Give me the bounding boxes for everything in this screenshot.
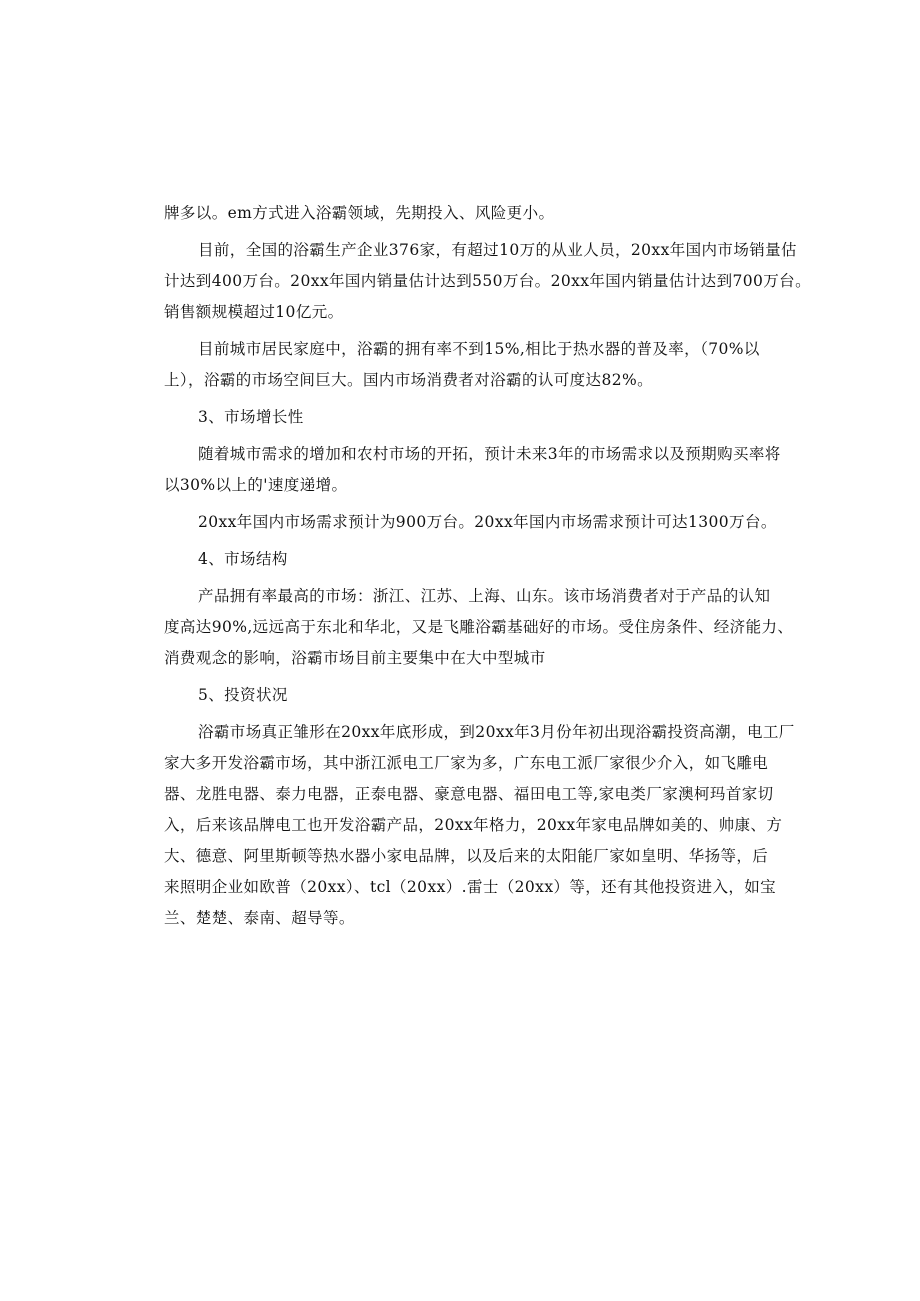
text-line: 产品拥有率最高的市场：浙江、江苏、上海、山东。该市场消费者对于产品的认知 xyxy=(198,587,771,605)
section-heading: 3、市场增长性 xyxy=(198,408,304,426)
text-line: 目前城市居民家庭中，浴霸的拥有率不到15%,相比于热水器的普及率，（70%以 xyxy=(198,340,760,358)
text-line: 销售额规模超过10亿元。 xyxy=(164,303,344,321)
text-line: 入，后来该品牌电工也开发浴霸产品，20xx年格力，20xx年家电品牌如美的、帅康、方 xyxy=(164,816,783,834)
paragraph-investment-status xyxy=(164,717,795,934)
text-line: 浴霸市场真正雏形在20xx年底形成，到20xx年3月份年初出现浴霸投资高潮，电工厂 xyxy=(198,723,795,741)
text-line: 大、德意、阿里斯顿等热水器小家电品牌，以及后来的太阳能厂家如皇明、华扬等，后 xyxy=(164,847,769,865)
paragraph-demand-forecast xyxy=(164,507,777,538)
text-line: 计达到400万台。20xx年国内销量估计达到550万台。20xx年国内销量估计达到700万台。 xyxy=(164,272,811,290)
text-line: 目前，全国的浴霸生产企业376家，有超过10万的从业人员，20xx年国内市场销量估 xyxy=(198,241,797,259)
text-line: 度高达90%,远远高于东北和华北，又是飞雕浴霸基础好的市场。受住房条件、经济能力、 xyxy=(164,618,794,636)
section-heading-investment-status xyxy=(164,680,756,711)
text-line: 兰、楚楚、泰南、超导等。 xyxy=(164,909,355,927)
text-line: 来照明企业如欧普（20xx）、tcl（20xx）.雷士（20xx）等，还有其他投资进入，如宝 xyxy=(164,878,777,896)
paragraph-market-structure xyxy=(164,581,794,674)
text-line: 上），浴霸的市场空间巨大。国内市场消费者对浴霸的认可度达82%。 xyxy=(164,371,654,389)
text-line: 随着城市需求的增加和农村市场的开拓，预计未来3年的市场需求以及预期购买率将 xyxy=(198,445,781,463)
text-line: 以30%以上的'速度递增。 xyxy=(164,476,348,494)
text-line: 消费观念的影响，浴霸市场目前主要集中在大中型城市 xyxy=(164,649,546,667)
section-heading: 4、市场结构 xyxy=(198,550,288,568)
section-heading: 5、投资状况 xyxy=(198,686,288,704)
paragraph-production-stats xyxy=(164,235,811,328)
text-line: 家大多开发浴霸市场，其中浙江派电工厂家为多，广东电工派厂家很少介入，如飞雕电 xyxy=(164,754,769,772)
section-heading-market-structure xyxy=(164,544,756,575)
paragraph-ownership-rate xyxy=(164,334,760,396)
document-body xyxy=(164,198,811,934)
paragraph-demand-growth xyxy=(164,439,781,501)
paragraph-continuation xyxy=(164,198,756,229)
text-line: 20xx年国内市场需求预计为900万台。20xx年国内市场需求预计可达1300万台。 xyxy=(198,513,777,531)
text-line: 器、龙胜电器、泰力电器，正泰电器、豪意电器、福田电工等,家电类厂家澳柯玛首家切 xyxy=(164,785,774,803)
text-line: 牌多以。em方式进入浴霸领域，先期投入、风险更小。 xyxy=(164,204,555,222)
section-heading-market-growth xyxy=(164,402,756,433)
